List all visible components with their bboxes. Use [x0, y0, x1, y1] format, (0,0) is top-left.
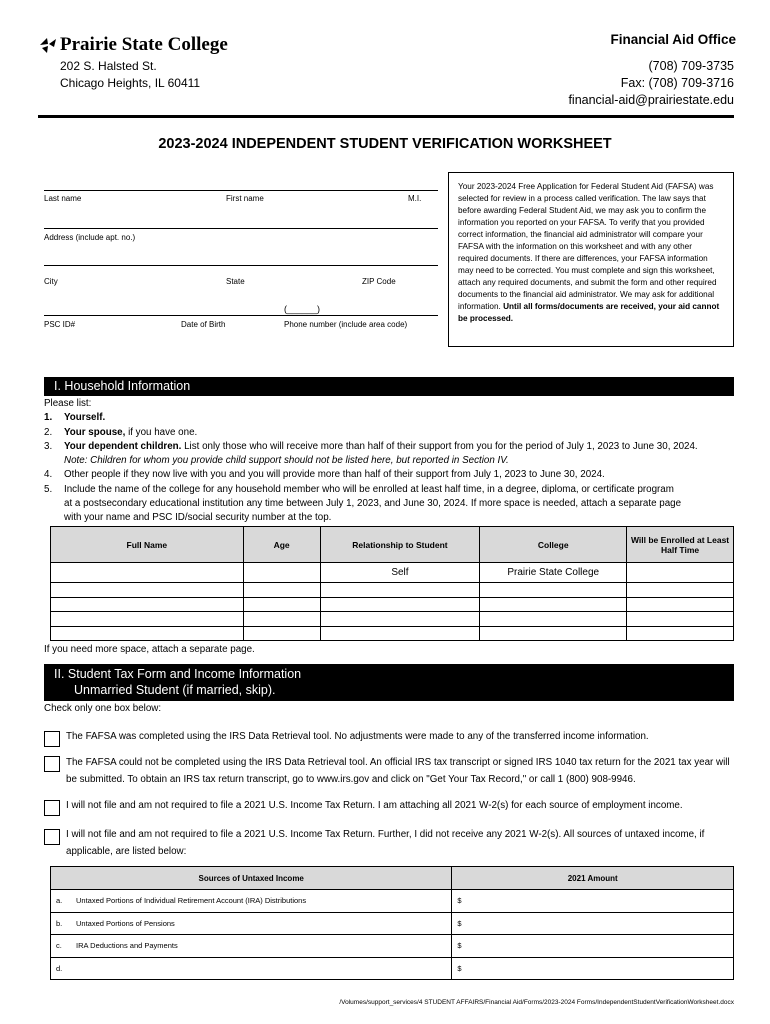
- email-address: financial-aid@prairiestate.edu: [568, 93, 734, 107]
- dob-label: Date of Birth: [181, 320, 226, 329]
- option3-checkbox[interactable]: [44, 800, 60, 816]
- amount-cell[interactable]: $: [452, 890, 734, 913]
- option1-checkbox[interactable]: [44, 731, 60, 747]
- col-age: Age: [243, 527, 320, 563]
- notice-text: Your 2023-2024 Free Application for Federal Student Aid (FAFSA) was selected for review in a process called verification. The law says that before awarding Federal Student Aid, we may ask you to confirm the information you reported on your FAFSA. To verify that you provided correct information, the financial aid administrator will compare your FAFSA with the information on this worksheet and with any other required documents. If there are differences, your FAFSA information may need to be corrected. You must complete and sign this worksheet, attach any required documents, and submit the form and other required documents to the financial aid administrator. We may ask for additional information.: [458, 182, 717, 311]
- more-space-note: If you need more space, attach a separate page.: [44, 644, 255, 655]
- notice-bold: Until all forms/documents are received, your aid cannot be processed.: [458, 302, 720, 323]
- amount-cell[interactable]: $: [452, 912, 734, 935]
- col-relationship: Relationship to Student: [320, 527, 480, 563]
- name-line[interactable]: [44, 190, 438, 191]
- phone-paren: (______): [284, 304, 321, 314]
- option4-checkbox[interactable]: [44, 829, 60, 845]
- table-row: [51, 957, 734, 980]
- list-item: 5. Include the name of the college for any household member who will be enrolled at least half time, in a degree, diploma, or certificate program: [44, 483, 674, 495]
- header-divider: [38, 115, 734, 118]
- untaxed-source-cell: b. Untaxed Portions of Pensions: [51, 912, 452, 935]
- list-item: 2. Your spouse, if you have one.: [44, 426, 198, 438]
- college-cell: Prairie State College: [480, 563, 627, 583]
- address-line[interactable]: [44, 228, 438, 229]
- relationship-cell: Self: [320, 563, 480, 583]
- list-item: 1. Yourself.: [44, 412, 106, 424]
- contact-info: [568, 58, 734, 109]
- untaxed-source-cell: a. Untaxed Portions of Individual Retirement Account (IRA) Distributions: [51, 890, 452, 913]
- col-full-name: Full Name: [51, 527, 244, 563]
- section2-title: II. Student Tax Form and Income Information: [54, 667, 302, 681]
- table-row: [51, 597, 734, 612]
- enrolled-cell[interactable]: [627, 563, 734, 583]
- fax-number: Fax: (708) 709-3716: [620, 76, 734, 90]
- table-row: [51, 583, 734, 598]
- city-label: City: [44, 277, 58, 286]
- phone-label: Phone number (include area code): [284, 320, 408, 329]
- col-untaxed-source: Sources of Untaxed Income: [51, 867, 452, 890]
- table-row: [51, 935, 734, 958]
- please-list: Please list:: [44, 398, 92, 409]
- section1-instructions: [44, 397, 734, 526]
- mi-label: M.I.: [408, 194, 422, 203]
- footer-file-path: /Volumes/support_services/4 STUDENT AFFAIRS/Financial Aid/Forms/2023-2024 Forms/IndependentStudentVerificationWorksheet.docx: [339, 999, 734, 1006]
- col-enrolled: Will be Enrolled at Least Half Time: [627, 527, 734, 563]
- section1-heading: I. Household Information: [44, 377, 734, 396]
- option3-text: I will not file and am not required to file a 2021 U.S. Income Tax Return. I am attaching all 2021 W-2(s) for each source of employment income.: [66, 800, 683, 811]
- section2-subtitle: Unmarried Student (if married, skip).: [74, 683, 276, 697]
- col-college: College: [480, 527, 627, 563]
- table-row: [51, 563, 734, 583]
- amount-cell[interactable]: $: [452, 935, 734, 958]
- address-line1: 202 S. Halsted St.: [60, 59, 157, 73]
- verification-notice: [448, 172, 734, 347]
- table-row: [51, 890, 734, 913]
- last-name-label: Last name: [44, 194, 82, 203]
- zip-label: ZIP Code: [362, 277, 396, 286]
- option4-text: I will not file and am not required to file a 2021 U.S. Income Tax Return. Further, I did not receive any 2021 W-2(s). All sources of untaxed income, if applicable, are listed below:: [66, 829, 705, 857]
- col-2021-amount: 2021 Amount: [452, 867, 734, 890]
- list-note: Note: Children for whom you provide child support should not be listed here, but reported in Section IV.: [64, 455, 509, 467]
- household-table: [50, 526, 734, 641]
- list-item-cont: with your name and PSC ID/social security number at the top.: [64, 512, 332, 524]
- psc-id-label: PSC ID#: [44, 320, 76, 329]
- office-name: Financial Aid Office: [610, 32, 736, 47]
- table-row: [51, 626, 734, 641]
- table-row: [51, 912, 734, 935]
- leaf-logo-icon: [38, 36, 58, 54]
- list-item: 4. Other people if they now live with you and you will provide more than half of their support from July 1, 2023 to June 30, 2024.: [44, 469, 605, 481]
- table-row: [51, 612, 734, 627]
- section2-heading: [44, 664, 734, 701]
- first-name-label: First name: [226, 194, 264, 203]
- college-name: Prairie State College: [60, 34, 228, 55]
- untaxed-income-table: [50, 866, 734, 980]
- college-logo: [38, 34, 228, 56]
- untaxed-source-cell[interactable]: d.: [51, 957, 452, 980]
- check-instruction: Check only one box below:: [44, 703, 162, 714]
- option2-checkbox[interactable]: [44, 756, 60, 772]
- list-item-cont: at a postsecondary educational institution any time between July 1, 2023, and June 30, 2024. If more space is needed, attach a separate page: [64, 498, 682, 510]
- id-line[interactable]: [44, 315, 438, 316]
- college-address: [60, 58, 200, 92]
- list-item: 3. Your dependent children. List only those who will receive more than half of their support from you for the period of July 1, 2023 to June 30, 2024.: [44, 440, 698, 452]
- name-cell[interactable]: [51, 563, 244, 583]
- phone-number: (708) 709-3735: [648, 59, 734, 73]
- age-cell[interactable]: [243, 563, 320, 583]
- option1-text: The FAFSA was completed using the IRS Data Retrieval tool. No adjustments were made to any of the transferred income information.: [66, 731, 649, 742]
- city-line[interactable]: [44, 265, 438, 266]
- page-title: 2023-2024 INDEPENDENT STUDENT VERIFICATION WORKSHEET: [158, 136, 612, 152]
- untaxed-source-cell: c. IRA Deductions and Payments: [51, 935, 452, 958]
- option2-text: The FAFSA could not be completed using the IRS Data Retrieval tool. An official IRS tax transcript or signed IRS 1040 tax return for the 2021 tax year will be submitted. To obtain an IRS tax return transcript, go to www.irs.gov and click on "Get Your Tax Record," or call 1 (800) 908-9946.: [66, 757, 730, 785]
- state-label: State: [226, 277, 245, 286]
- address-label: Address (include apt. no.): [44, 233, 136, 242]
- address-line2: Chicago Heights, IL 60411: [60, 76, 201, 90]
- amount-cell[interactable]: $: [452, 957, 734, 980]
